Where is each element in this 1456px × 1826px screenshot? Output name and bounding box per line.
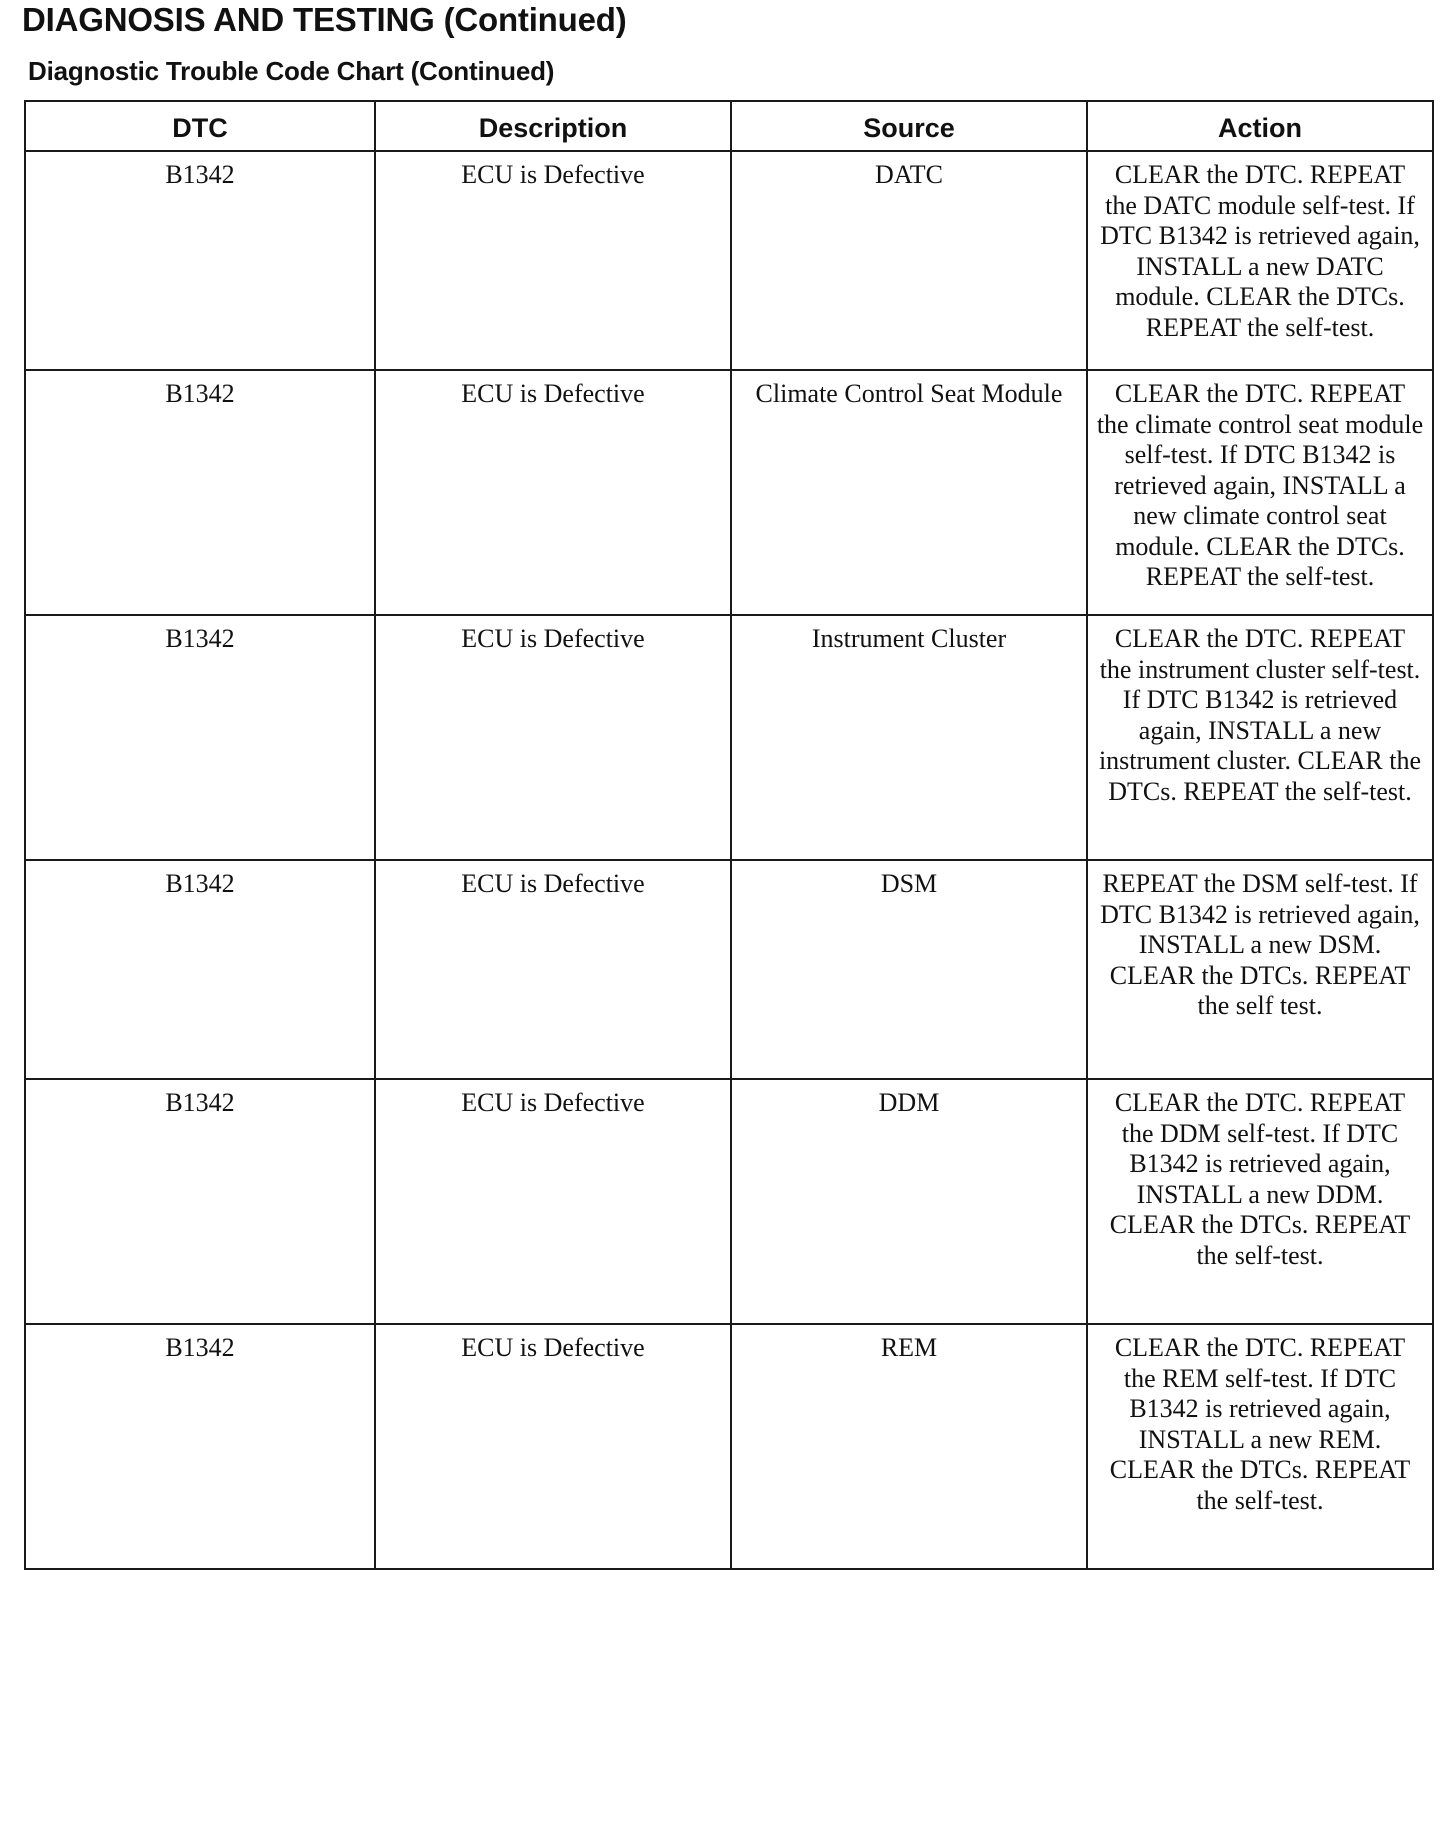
action-cell: CLEAR the DTC. REPEAT the climate control seat module self-test. If DTC B1342 is retrieved again, INSTALL a new climate control seat module. CLEAR the DTCs. REPEAT the self-test. [1087,370,1433,615]
chart-subtitle: Diagnostic Trouble Code Chart (Continued) [28,56,555,86]
source-cell: Climate Control Seat Module [731,370,1087,615]
dtc-cell: B1342 [25,860,375,1079]
table-row [25,615,1433,860]
table-row [25,1324,1433,1569]
action-cell: CLEAR the DTC. REPEAT the instrument cluster self-test. If DTC B1342 is retrieved again, INSTALL a new instrument cluster. CLEAR the DTCs. REPEAT the self-test. [1087,615,1433,860]
table-row [25,151,1433,370]
column-header-source: Source [731,101,1087,151]
dtc-cell: B1342 [25,1079,375,1324]
source-cell: DSM [731,860,1087,1079]
dtc-cell: B1342 [25,151,375,370]
source-cell: DATC [731,151,1087,370]
action-cell: CLEAR the DTC. REPEAT the DATC module self-test. If DTC B1342 is retrieved again, INSTALL a new DATC module. CLEAR the DTCs. REPEAT the self-test. [1087,151,1433,370]
page-title: DIAGNOSIS AND TESTING (Continued) [22,1,627,38]
table-row [25,1079,1433,1324]
table-header-row [25,101,1433,151]
action-cell: REPEAT the DSM self-test. If DTC B1342 is retrieved again, INSTALL a new DSM. CLEAR the DTCs. REPEAT the self test. [1087,860,1433,1079]
action-cell: CLEAR the DTC. REPEAT the DDM self-test. If DTC B1342 is retrieved again, INSTALL a new DDM. CLEAR the DTCs. REPEAT the self-test. [1087,1079,1433,1324]
dtc-table [24,100,1434,1570]
column-header-description: Description [375,101,731,151]
dtc-cell: B1342 [25,1324,375,1569]
description-cell: ECU is Defective [375,1079,731,1324]
action-cell: CLEAR the DTC. REPEAT the REM self-test. If DTC B1342 is retrieved again, INSTALL a new REM. CLEAR the DTCs. REPEAT the self-test. [1087,1324,1433,1569]
description-cell: ECU is Defective [375,370,731,615]
description-cell: ECU is Defective [375,1324,731,1569]
source-cell: REM [731,1324,1087,1569]
source-cell: Instrument Cluster [731,615,1087,860]
dtc-cell: B1342 [25,615,375,860]
description-cell: ECU is Defective [375,860,731,1079]
dtc-cell: B1342 [25,370,375,615]
description-cell: ECU is Defective [375,151,731,370]
column-header-action: Action [1087,101,1433,151]
source-cell: DDM [731,1079,1087,1324]
table-row [25,860,1433,1079]
column-header-dtc: DTC [25,101,375,151]
table-row [25,370,1433,615]
description-cell: ECU is Defective [375,615,731,860]
